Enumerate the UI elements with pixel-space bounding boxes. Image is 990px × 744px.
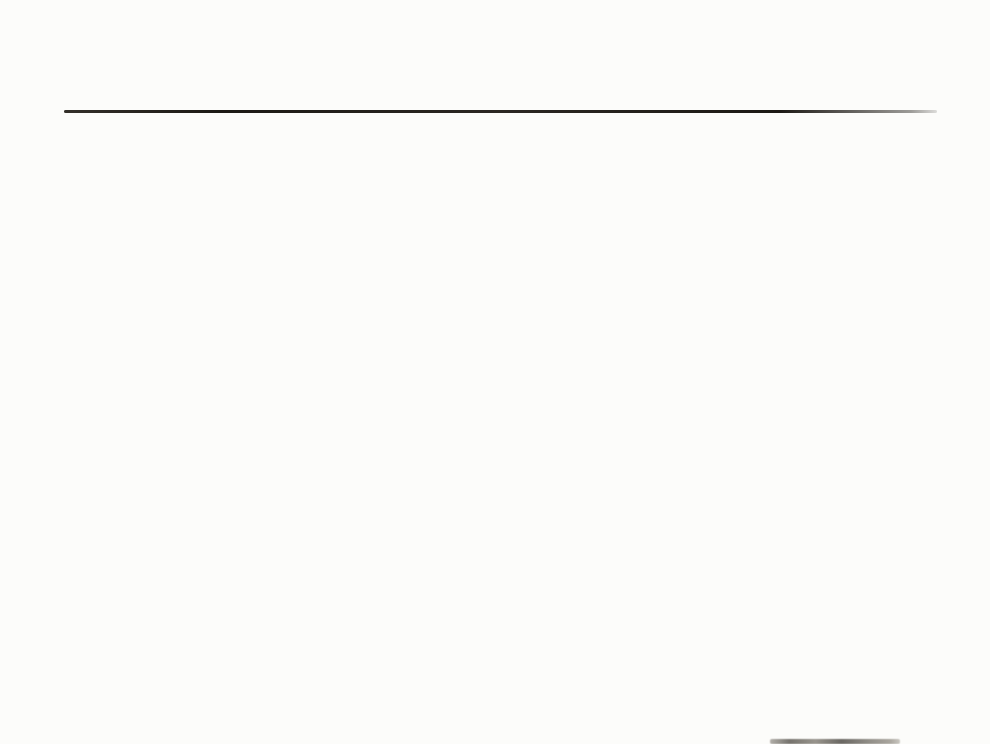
scan-edge-artifact	[770, 739, 900, 744]
